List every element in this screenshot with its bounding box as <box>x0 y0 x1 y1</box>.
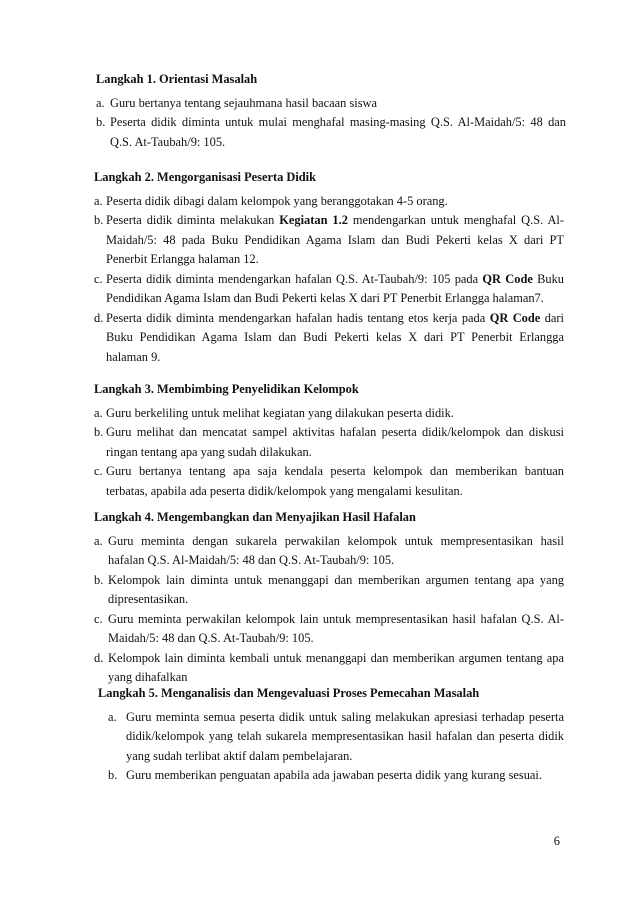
item-text: Guru meminta dengan sukarela perwakilan kelompok untuk mempresentasikan hasil hafalan Q.S. Al-Maidah/5: 48 dan Q.S. At-Taubah/9: 105. <box>108 533 564 567</box>
step-1-section <box>96 70 566 152</box>
step-1-item-b <box>96 113 566 152</box>
step-2-item-b <box>94 211 564 270</box>
item-marker: b. <box>94 425 104 439</box>
item-marker: a. <box>94 193 103 208</box>
step-4-item-a <box>94 532 564 571</box>
step-2-item-d <box>94 309 564 368</box>
item-text: Kelompok lain diminta kembali untuk menanggapi dan memberikan argumen tentang apa yang dihafalkan <box>108 650 564 684</box>
item-marker: d. <box>94 650 104 665</box>
item-marker: b. <box>108 768 118 782</box>
item-text: Kelompok lain diminta untuk menanggapi dan memberikan argumen tentang apa yang dipresentasikan. <box>108 572 564 606</box>
step-3-section <box>94 380 564 501</box>
step-2-heading: Langkah 2. Mengorganisasi Peserta Didik <box>94 170 317 184</box>
item-text: Peserta didik dibagi dalam kelompok yang beranggotakan 4-5 orang. <box>106 193 448 208</box>
item-text: Guru berkeliling untuk melihat kegiatan yang dilakukan peserta didik. <box>106 405 454 420</box>
step-1-item-a <box>96 94 566 114</box>
step-4-item-b <box>94 571 564 610</box>
item-text: Peserta didik diminta melakukan Kegiatan 1.2 mendengarkan untuk menghafal Q.S. Al-Maidah/5: 48 pada Buku Pendidikan Agama Islam dan Budi Pekerti kelas X dari PT Penerbit Erlangga halaman 12. <box>106 213 564 266</box>
activity-reference: Kegiatan 1.2 <box>279 213 348 227</box>
item-text: Peserta didik diminta mendengarkan hafalan hadis tentang etos kerja pada QR Code dari Buku Pendidikan Agama Islam dan Budi Pekerti kelas X dari PT Penerbit Erlangga halaman 9. <box>106 310 564 364</box>
item-marker: c. <box>94 464 103 478</box>
step-4-heading: Langkah 4. Mengembangkan dan Menyajikan Hasil Hafalan <box>94 510 416 524</box>
qr-code-reference: QR Code <box>489 310 541 325</box>
item-text: Peserta didik diminta mendengarkan hafalan Q.S. At-Taubah/9: 105 pada QR Code Buku Pendidikan Agama Islam dan Budi Pekerti kelas X dari PT Penerbit Erlangga halaman7. <box>106 271 564 305</box>
item-marker: b. <box>94 572 104 587</box>
step-2-item-c <box>94 270 564 309</box>
step-2-item-a <box>94 192 564 212</box>
step-3-item-c <box>94 462 564 501</box>
item-text: Guru meminta perwakilan kelompok lain untuk mempresentasikan hasil hafalan Q.S. Al-Maidah/5: 48 dan Q.S. At-Taubah/9: 105. <box>108 611 564 645</box>
step-4-section <box>94 508 564 688</box>
item-marker: c. <box>94 611 103 626</box>
step-4-item-c <box>94 610 564 649</box>
item-text: Guru bertanya tentang apa saja kendala peserta kelompok dan memberikan bantuan terbatas, apabila ada peserta didik/kelompok yang mengalami kesulitan. <box>106 464 564 498</box>
item-text: Guru bertanya tentang sejauhmana hasil bacaan siswa <box>110 95 377 110</box>
item-marker: a. <box>94 533 103 548</box>
item-text: Guru meminta semua peserta didik untuk saling melakukan apresiasi terhadap peserta didik/kelompok yang telah sukarela mempresentasikan hasil hafalan dan peserta didik yang sudah terlibat aktif dalam pembelajaran. <box>126 709 564 763</box>
item-marker: a. <box>108 709 117 724</box>
item-marker: d. <box>94 310 104 325</box>
step-4-item-d <box>94 649 564 688</box>
step-3-heading: Langkah 3. Membimbing Penyelidikan Kelompok <box>94 382 359 396</box>
step-5-item-b <box>98 766 564 786</box>
item-marker: a. <box>96 95 105 110</box>
step-5-section <box>98 684 564 786</box>
item-text: Peserta didik diminta untuk mulai menghafal masing-masing Q.S. Al-Maidah/5: 48 dan Q.S. At-Taubah/9: 105. <box>110 115 566 149</box>
step-5-item-a <box>98 708 564 767</box>
step-3-item-a <box>94 404 564 424</box>
item-marker: c. <box>94 271 103 286</box>
item-marker: b. <box>96 115 106 129</box>
step-2-section <box>94 168 564 367</box>
page-number: 6 <box>553 834 560 848</box>
step-3-item-b <box>94 423 564 462</box>
item-text: Guru memberikan penguatan apabila ada jawaban peserta didik yang kurang sesuai. <box>126 768 542 782</box>
item-text: Guru melihat dan mencatat sampel aktivitas hafalan peserta didik/kelompok dan diskusi ringan tentang apa yang sudah dilakukan. <box>106 425 564 459</box>
step-1-heading: Langkah 1. Orientasi Masalah <box>96 72 258 86</box>
qr-code-reference: QR Code <box>482 271 533 286</box>
item-marker: b. <box>94 213 104 227</box>
item-marker: a. <box>94 405 103 420</box>
step-5-heading: Langkah 5. Menganalisis dan Mengevaluasi Proses Pemecahan Masalah <box>98 686 480 700</box>
